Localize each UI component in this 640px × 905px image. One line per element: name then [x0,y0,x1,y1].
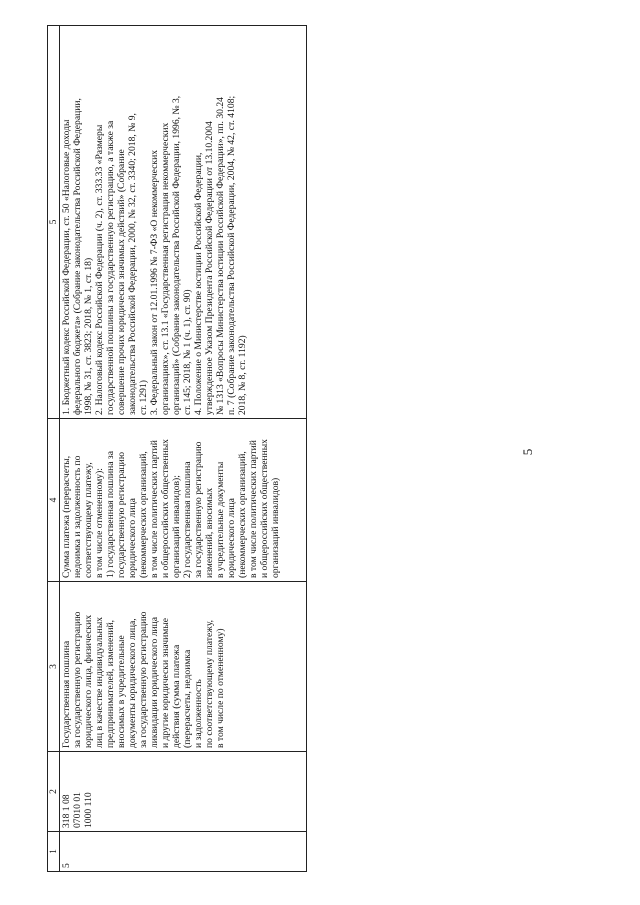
text-line: соответствующему платежу, [83,462,94,578]
text-line: изменений, вносимых [204,487,215,578]
text-line: юридического лица [226,498,237,578]
header-cell-2: 2 [48,752,60,832]
text-line: и общероссийских общественных [259,439,270,578]
header-cell-3: 3 [48,582,60,752]
fee-name-cell [60,582,307,752]
text-line: п. 7 (Собрание законодательства Российской Федерации, 2004, № 42, ст. 4108; [226,95,237,415]
page-number: 5 [520,448,535,456]
rotated-table-container [47,26,307,872]
table-header-row [48,26,60,872]
text-line: организаций» (Собрание законодательства Российской Федерации, 1996, № 3, [171,95,182,415]
text-line: и другие юридически значимые [160,617,171,748]
text-line: 3. Федеральный закон от 12.01.1996 № 7-ФЗ «О некоммерческих [149,149,160,415]
text-line: ликвидации юридического лица [149,616,160,748]
text-line: организаций инвалидов); [171,475,182,578]
text-line: лиц в качестве индивидуальных [94,616,105,748]
text-line: и задолженность [193,679,204,748]
text-line: в том числе политических партий [149,440,160,578]
header-cell-1: 1 [48,832,60,872]
code-cell [60,752,307,832]
header-cell-5: 5 [48,26,60,419]
text-line: в том числе политических партий [248,440,259,578]
header-cell-4: 4 [48,419,60,582]
code-line: 318 1 08 [61,794,72,828]
text-line: 2. Налоговый кодекс Российской Федерации (ч. 2), ст. 333.33 «Размеры [94,124,105,415]
text-line: федерального бюджета» (Собрание законодательства Российской Федерации, [72,98,83,415]
text-line: организаций инвалидов) [270,477,281,578]
text-line: 2018, № 8, ст. 1192) [237,335,248,415]
text-line: 1. Бюджетный кодекс Российской Федерации, ст. 50 «Налоговые доходы [61,119,72,415]
text-line: (перерасчеты, недоимка [182,649,193,748]
text-line: Сумма платежа (перерасчеты, [61,455,72,578]
text-line: действия (сумма платежа [171,644,182,748]
text-line: № 1313 «Вопросы Министерства юстиции Российской Федерации», пп. 30.24 [215,97,226,415]
row-number-cell: 5 [60,832,307,872]
text-line: юридического лица [127,498,138,578]
text-line: в том числе по отмененному) [215,628,226,748]
text-line: вносимых в учредительные [116,635,127,748]
text-line: в том числе отмененному): [94,468,105,578]
text-line: организациях», ст. 13.1 «Государственная регистрация некоммерческих [160,122,171,415]
text-line: в учредительные документы [215,461,226,578]
text-line: совершение прочих юридически значимых действий» (Собрание [116,149,127,415]
text-line: государственную регистрацию [116,452,127,578]
text-line: юридического лица, физических [83,614,94,748]
text-line: по соответствующему платежу, [204,619,215,748]
text-line: 1998, № 31, ст. 3823; 2018, № 1, ст. 18) [83,257,94,415]
table-row [60,26,307,872]
text-line: за государственную регистрацию [72,611,83,748]
code-line: 07010 01 [72,792,83,828]
text-line: и общероссийских общественных [160,439,171,578]
text-line: утвержденное Указом Президента Российской Федерации от 13.10.2004 [204,121,215,415]
text-line: (некоммерческих организаций, [138,451,149,578]
text-line: 1) государственная пошлина за [105,451,116,578]
text-line: за государственную регистрацию [138,611,149,748]
text-line: Государственная пошлина [61,640,72,748]
text-line: (некоммерческих организаций, [237,451,248,578]
code-line: 1000 110 [83,792,94,828]
text-line: документы юридического лица, [127,618,138,748]
text-line: 4. Положение о Министерстве юстиции Российской Федерации, [193,152,204,415]
text-line: государственной пошлины за государственную регистрацию, а также за [105,120,116,415]
text-line: ст. 1291) [138,380,149,415]
text-line: предпринимателей, изменений, [105,619,116,748]
text-line: ст. 145; 2018, № 1 (ч. 1), ст. 90) [182,289,193,415]
data-table [47,25,307,872]
text-line: недоимка и задолженность по [72,455,83,578]
text-line: за государственную регистрацию [193,441,204,578]
text-line: законодательства Российской Федерации, 2000, № 32, ст. 3340; 2018, № 9, [127,113,138,415]
text-line: 2) государственная пошлина [182,461,193,578]
payment-description-cell [60,419,307,582]
legal-basis-cell [60,26,307,419]
